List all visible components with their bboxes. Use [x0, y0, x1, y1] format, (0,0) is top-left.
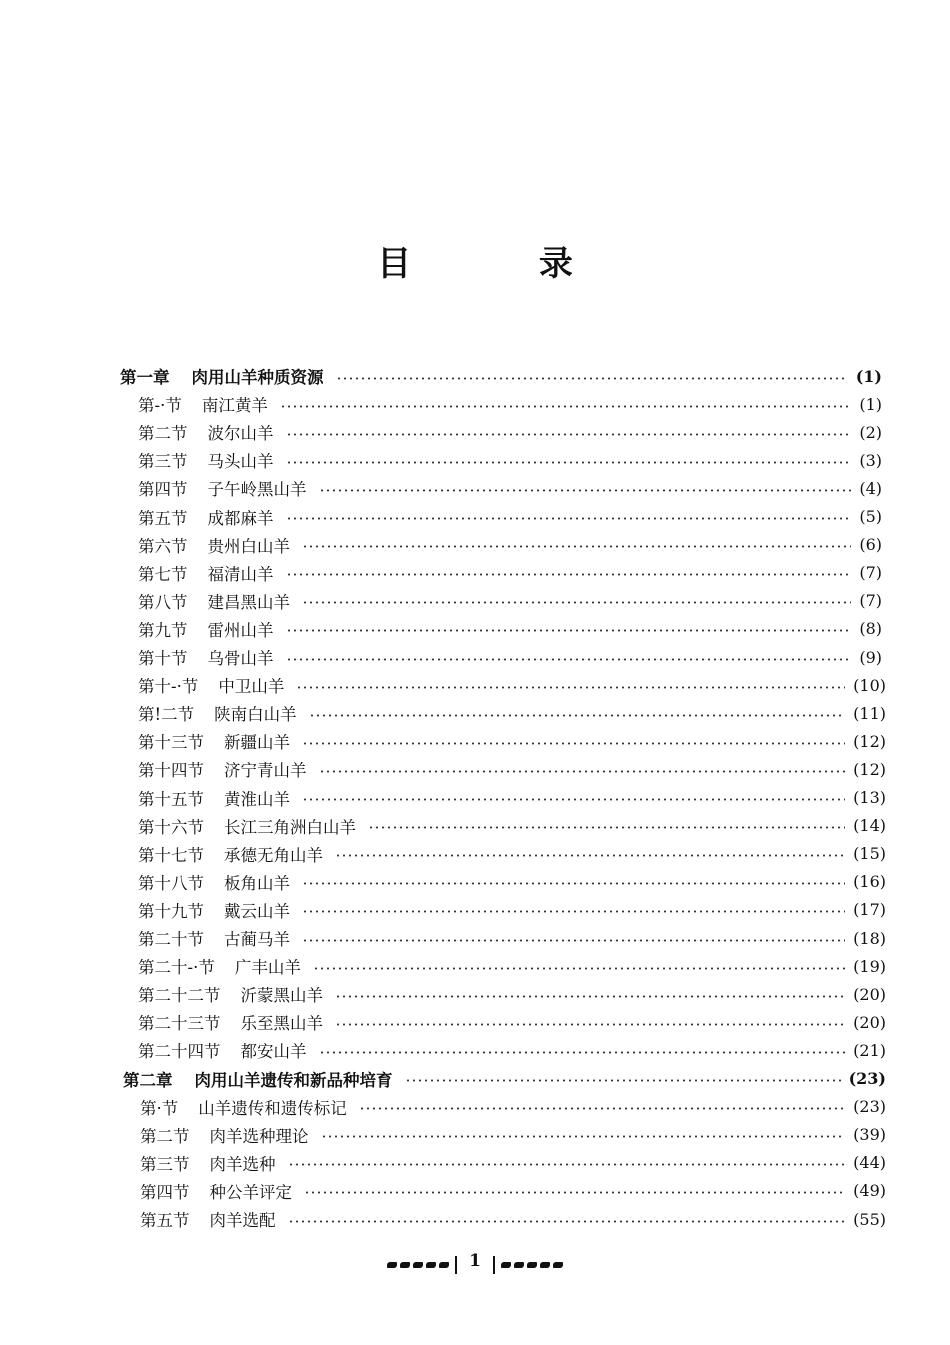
- toc-page-number: (1): [859, 394, 882, 414]
- toc-entry-title: 山羊遗传和遗传标记: [198, 1098, 347, 1118]
- toc-entry-title: 乌骨山羊: [207, 649, 274, 669]
- toc-entry-title: 雷州山羊: [207, 620, 274, 640]
- toc-entry-title: 种公羊评定: [209, 1182, 292, 1202]
- toc-leader-dots: [302, 545, 851, 548]
- toc-section-row: [138, 784, 886, 812]
- toc-leader-dots: [336, 377, 848, 380]
- toc-page-number: (3): [859, 450, 882, 470]
- toc-entry-number: 第十节: [138, 649, 188, 669]
- toc-entry-number: 第五节: [140, 1211, 190, 1231]
- toc-entry-title: 古蔺马羊: [224, 930, 290, 950]
- toc-leader-dots: [286, 461, 852, 464]
- toc-page-number: (16): [853, 872, 886, 892]
- toc-entry-title: 子午岭黑山羊: [207, 480, 307, 500]
- toc-entry-title: 陕南白山羊: [214, 705, 297, 725]
- toc-section-row: [140, 1093, 886, 1121]
- toc-entry-title: 乐至黑山羊: [240, 1014, 323, 1034]
- toc-section-row: [138, 980, 886, 1008]
- toc-page-number: (2): [859, 422, 882, 442]
- page-number: 1: [469, 1251, 481, 1271]
- toc-entry-title: 长江三角洲白山羊: [224, 817, 356, 837]
- toc-entry-title: 贵州白山羊: [207, 536, 290, 556]
- toc-entry-number: 第二节: [140, 1126, 190, 1146]
- toc-section-row: [138, 840, 886, 868]
- toc-leader-dots: [319, 1051, 846, 1054]
- toc-chapter-row: [120, 362, 882, 390]
- toc-entry-number: 第七节: [138, 564, 188, 584]
- toc-leader-dots: [288, 1220, 846, 1223]
- toc-leader-dots: [302, 742, 845, 745]
- toc-entry-title: 南江黄羊: [201, 396, 268, 416]
- toc-page-number: (7): [859, 563, 882, 583]
- toc-entry-title: 波尔山羊: [207, 424, 274, 444]
- toc-section-row: [140, 1121, 886, 1149]
- toc-page-number: (23): [848, 1069, 886, 1089]
- toc-leader-dots: [302, 882, 845, 885]
- toc-leader-dots: [368, 826, 845, 829]
- toc-section-row: [138, 587, 882, 615]
- toc-page-number: (21): [853, 1040, 886, 1060]
- toc-section-row: [138, 559, 882, 587]
- toc-page-number: (44): [853, 1153, 886, 1173]
- toc-section-row: [138, 474, 882, 502]
- toc-section-row: [138, 868, 886, 896]
- toc-entry-title: 广丰山羊: [234, 958, 301, 978]
- toc-leader-dots: [286, 517, 852, 520]
- toc-section-row: [138, 755, 886, 783]
- toc-entry-title: 新疆山羊: [224, 733, 290, 753]
- toc-page-number: (55): [853, 1209, 886, 1229]
- toc-entry-number: 第-·节: [138, 396, 182, 416]
- toc-entry-title: 中卫山羊: [218, 677, 285, 697]
- toc-entry-number: 第八节: [138, 592, 188, 612]
- toc-chapter-row: [123, 1065, 886, 1093]
- toc-section-row: [138, 727, 886, 755]
- toc-entry-number: 第!二节: [138, 705, 195, 725]
- toc-entry-number: 第二十节: [138, 930, 204, 950]
- toc-section-row: [140, 1205, 886, 1233]
- toc-entry-number: 第十七节: [138, 845, 204, 865]
- toc-page-number: (15): [853, 844, 886, 864]
- toc-leader-dots: [335, 1023, 845, 1026]
- toc-section-row: [138, 390, 882, 418]
- toc-entry-title: 肉用山羊种质资源: [191, 368, 324, 388]
- toc-page-number: (6): [859, 535, 882, 555]
- toc-leader-dots: [321, 1135, 846, 1138]
- toc-entry-number: 第一章: [120, 368, 170, 388]
- footer-bar-left: [455, 1256, 457, 1274]
- toc-page-number: (12): [853, 759, 886, 779]
- toc-entry-title: 肉羊选配: [209, 1211, 276, 1231]
- toc-page-number: (49): [853, 1181, 886, 1201]
- toc-page-number: (4): [859, 478, 882, 498]
- toc-entry-title: 建昌黑山羊: [207, 592, 290, 612]
- toc-leader-dots: [319, 489, 852, 492]
- toc-entry-number: 第二十四节: [138, 1042, 221, 1062]
- toc-page-number: (12): [853, 731, 886, 751]
- toc-leader-dots: [302, 910, 845, 913]
- toc-entry-number: 第十-·节: [138, 677, 199, 697]
- toc-leader-dots: [302, 939, 845, 942]
- toc-section-row: [138, 952, 886, 980]
- toc-entry-number: 第二章: [123, 1070, 173, 1090]
- toc-page-number: (14): [853, 816, 886, 836]
- toc-entry-number: 第二十三节: [138, 1014, 221, 1034]
- toc-section-row: [138, 1008, 886, 1036]
- toc-section-row: [138, 671, 886, 699]
- toc-leader-dots: [319, 770, 846, 773]
- footer-bar-right: [493, 1256, 495, 1274]
- toc-leader-dots: [304, 1191, 845, 1194]
- toc-entry-number: 第十六节: [138, 817, 204, 837]
- toc-entry-title: 都安山羊: [240, 1042, 307, 1062]
- toc-leader-dots: [335, 854, 845, 857]
- toc-page-number: (9): [859, 647, 882, 667]
- toc-entry-title: 肉羊选种: [209, 1154, 276, 1174]
- toc-page-number: (5): [859, 507, 882, 527]
- toc-leader-dots: [288, 1163, 846, 1166]
- toc-leader-dots: [405, 1079, 841, 1082]
- toc-entry-number: 第十九节: [138, 901, 204, 921]
- toc-entry-number: 第十八节: [138, 873, 204, 893]
- toc-entry-number: 第五节: [138, 508, 188, 528]
- toc-leader-dots: [286, 433, 852, 436]
- footer-ornament-left: [387, 1262, 449, 1268]
- toc-leader-dots: [286, 658, 852, 661]
- toc-entry-title: 戴云山羊: [224, 901, 290, 921]
- toc-page-number: (39): [853, 1125, 886, 1145]
- toc-section-row: [138, 446, 882, 474]
- toc-section-row: [138, 531, 882, 559]
- toc-section-row: [138, 643, 882, 671]
- toc-leader-dots: [286, 629, 852, 632]
- toc-leader-dots: [335, 995, 845, 998]
- toc-section-row: [138, 418, 882, 446]
- toc-section-row: [138, 699, 886, 727]
- toc-entry-number: 第三节: [140, 1154, 190, 1174]
- toc-leader-dots: [302, 601, 851, 604]
- toc-section-row: [140, 1149, 886, 1177]
- toc-entry-title: 济宁青山羊: [224, 761, 307, 781]
- page-footer: [0, 1252, 950, 1278]
- toc-entry-title: 板角山羊: [224, 873, 290, 893]
- toc-entry-number: 第二节: [138, 424, 188, 444]
- toc-leader-dots: [280, 405, 852, 408]
- toc-entry-number: 第十三节: [138, 733, 204, 753]
- toc-section-row: [138, 812, 886, 840]
- toc-page-number: (8): [859, 619, 882, 639]
- toc-entry-title: 马头山羊: [207, 452, 274, 472]
- page-title: 目 录: [377, 244, 631, 284]
- toc-leader-dots: [302, 798, 845, 801]
- toc-page-number: (20): [853, 1012, 886, 1032]
- toc-section-row: [138, 503, 882, 531]
- toc-page-number: (7): [859, 591, 882, 611]
- toc-entry-number: 第·节: [140, 1098, 179, 1118]
- toc-entry-number: 第六节: [138, 536, 188, 556]
- toc-entry-number: 第十四节: [138, 761, 204, 781]
- toc-section-row: [138, 924, 886, 952]
- toc-leader-dots: [359, 1107, 845, 1110]
- toc-entry-title: 福清山羊: [207, 564, 274, 584]
- toc-entry-title: 肉羊选种理论: [209, 1126, 309, 1146]
- toc-entry-number: 第二十二节: [138, 986, 221, 1006]
- toc-entry-number: 第二十-·节: [138, 958, 215, 978]
- toc-page-number: (1): [855, 366, 882, 386]
- toc-entry-title: 承德无角山羊: [224, 845, 323, 865]
- toc-entry-number: 第三节: [138, 452, 188, 472]
- toc-section-row: [138, 1036, 886, 1064]
- toc-entry-number: 第十五节: [138, 789, 204, 809]
- toc-section-row: [140, 1177, 886, 1205]
- toc-entry-number: 第九节: [138, 620, 188, 640]
- toc-leader-dots: [309, 714, 846, 717]
- toc-page-number: (19): [853, 956, 886, 976]
- toc-leader-dots: [296, 686, 845, 689]
- toc-leader-dots: [286, 573, 852, 576]
- toc-entry-title: 肉用山羊遗传和新品种培育: [194, 1070, 393, 1090]
- toc-entry-title: 黄淮山羊: [224, 789, 290, 809]
- toc-leader-dots: [313, 967, 845, 970]
- toc-entry-number: 第四节: [138, 480, 188, 500]
- toc-page-number: (10): [853, 675, 886, 695]
- toc-page-number: (11): [853, 703, 886, 723]
- footer-ornament-right: [501, 1262, 563, 1268]
- toc-section-row: [138, 896, 886, 924]
- toc-entry-number: 第四节: [140, 1182, 190, 1202]
- toc-entry-title: 成都麻羊: [207, 508, 274, 528]
- toc-page-number: (23): [853, 1097, 886, 1117]
- toc-entry-title: 沂蒙黑山羊: [240, 986, 323, 1006]
- toc-page-number: (17): [853, 900, 886, 920]
- toc-page-number: (20): [853, 984, 886, 1004]
- toc-page-number: (18): [853, 928, 886, 948]
- toc-page-number: (13): [853, 788, 886, 808]
- toc-section-row: [138, 615, 882, 643]
